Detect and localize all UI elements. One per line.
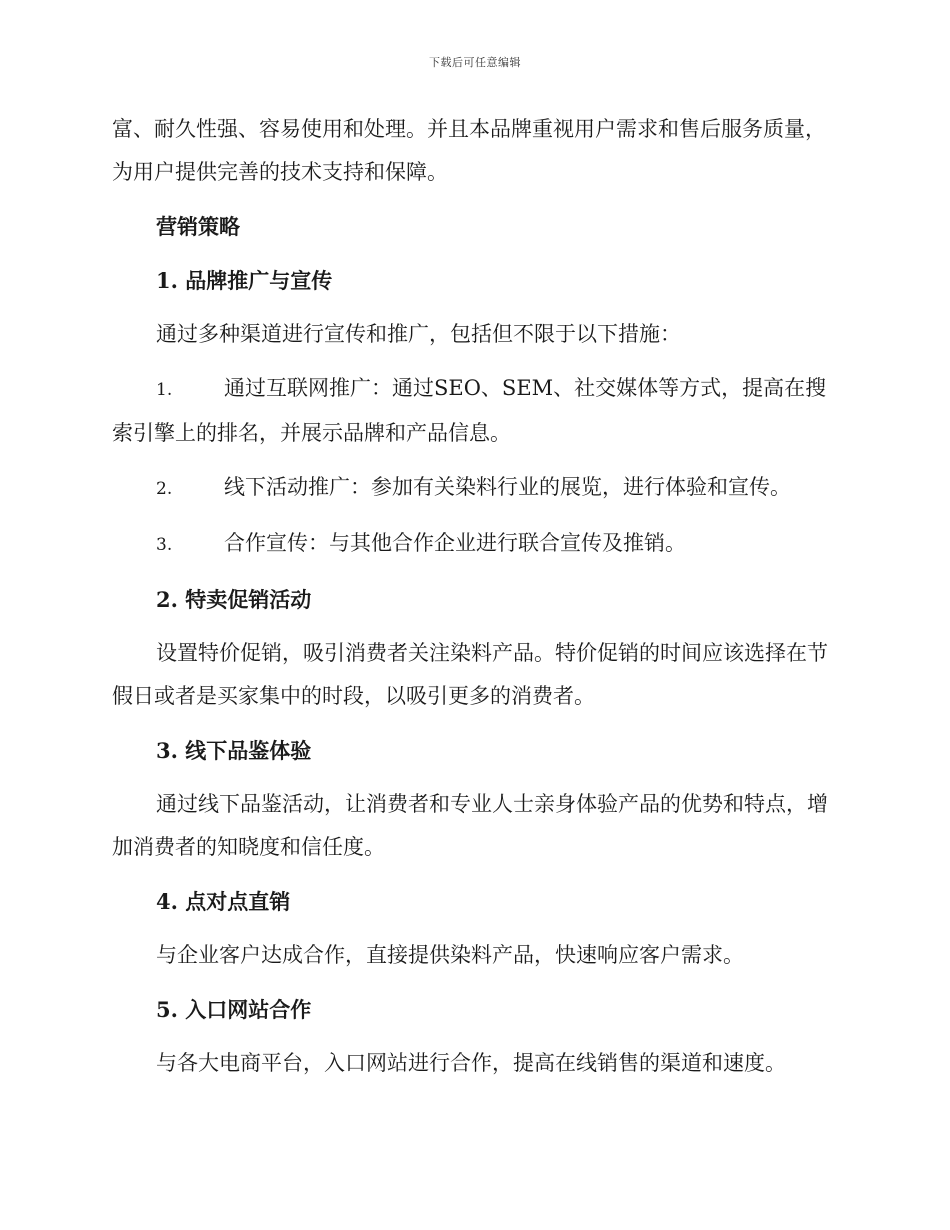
- heading-brand-promotion: 1. 品牌推广与宣传: [156, 268, 333, 293]
- list-item-number: 3.: [156, 535, 173, 555]
- header-note: 下载后可任意编辑: [429, 56, 521, 69]
- paragraph-special-sales: 设置特价促销，吸引消费者关注染料产品。特价促销的时间应该选择在节假日或者是买家集中的时段，以吸引更多的消费者。: [112, 641, 828, 708]
- intro-paragraph: 富、耐久性强、容易使用和处理。并且本品牌重视用户需求和售后服务质量，为用户提供完善的技术支持和保障。: [112, 117, 826, 184]
- list-item: [112, 367, 836, 455]
- list-item: [112, 466, 836, 511]
- paragraph-offline-experience: 通过线下品鉴活动，让消费者和专业人士亲身体验产品的优势和特点，增加消费者的知晓度和信任度。: [112, 792, 828, 859]
- heading-direct-sales: 4. 点对点直销: [156, 889, 291, 914]
- heading-special-sales: 2. 特卖促销活动: [156, 587, 312, 612]
- section-title: 营销策略: [156, 214, 240, 239]
- list-item-text: 合作宣传：与其他合作企业进行联合宣传及推销。: [224, 531, 686, 555]
- list-item-text: 通过互联网推广：通过SEO、SEM、社交媒体等方式，提高在搜索引擎上的排名，并展示品牌和产品信息。: [112, 376, 827, 445]
- list-item-number: 1.: [156, 380, 173, 400]
- heading-offline-experience: 3. 线下品鉴体验: [156, 738, 312, 763]
- list-item-number: 2.: [156, 479, 173, 499]
- paragraph-direct-sales: 与企业客户达成合作，直接提供染料产品，快速响应客户需求。: [156, 943, 744, 967]
- list-item-text: 线下活动推广：参加有关染料行业的展览，进行体验和宣传。: [224, 475, 791, 499]
- document-body: [112, 108, 836, 1096]
- heading-portal-cooperation: 5. 入口网站合作: [156, 997, 312, 1022]
- paragraph-promotion-channels: 通过多种渠道进行宣传和推广，包括但不限于以下措施：: [156, 322, 681, 346]
- list-item: [112, 522, 836, 567]
- paragraph-portal-cooperation: 与各大电商平台，入口网站进行合作，提高在线销售的渠道和速度。: [156, 1051, 786, 1075]
